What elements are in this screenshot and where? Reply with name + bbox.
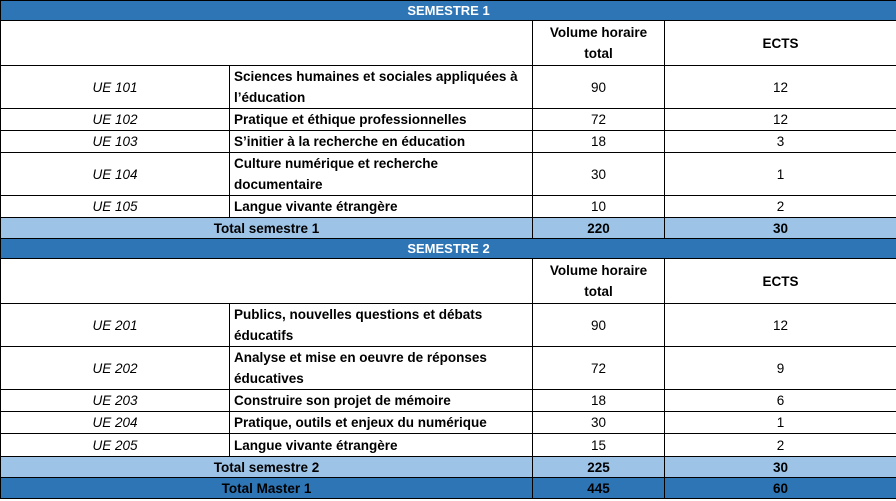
- master-total-row: [1, 478, 896, 499]
- ue-hours: 30: [533, 412, 665, 434]
- semester2-total-ects: 30: [665, 457, 896, 478]
- semester1-header-row: [1, 1, 896, 21]
- ue-title: Langue vivante étrangère: [230, 434, 533, 457]
- ue-code: UE 201: [1, 304, 230, 347]
- ue-code: UE 104: [1, 153, 230, 196]
- ue-hours: 18: [533, 390, 665, 412]
- semester2-header-row: [1, 239, 896, 259]
- ue-hours: 72: [533, 109, 665, 131]
- ue-ects: 2: [665, 434, 896, 457]
- table-row: [1, 66, 896, 109]
- semester2-ects-header: ECTS: [665, 259, 896, 304]
- ue-hours: 90: [533, 304, 665, 347]
- ue-hours: 30: [533, 153, 665, 196]
- ue-ects: 12: [665, 109, 896, 131]
- table-row: [1, 131, 896, 153]
- table-row: [1, 347, 896, 390]
- ue-title: Analyse et mise en oeuvre de réponses éducatives: [230, 347, 533, 390]
- ue-ects: 12: [665, 304, 896, 347]
- master-total-hours: 445: [533, 478, 665, 499]
- semester1-column-header-row: [1, 21, 896, 66]
- table-row: [1, 153, 896, 196]
- ue-ects: 6: [665, 390, 896, 412]
- semester1-total-row: [1, 218, 896, 239]
- semester2-blank-header: [1, 259, 533, 304]
- ue-title: Pratique et éthique professionnelles: [230, 109, 533, 131]
- semester2-total-hours: 225: [533, 457, 665, 478]
- ue-code: UE 103: [1, 131, 230, 153]
- ue-hours: 18: [533, 131, 665, 153]
- table-row: [1, 304, 896, 347]
- ue-title: Langue vivante étrangère: [230, 196, 533, 218]
- table-row: [1, 390, 896, 412]
- ue-ects: 12: [665, 66, 896, 109]
- semester2-total-row: [1, 457, 896, 478]
- master-total-ects: 60: [665, 478, 896, 499]
- semester2-column-header-row: [1, 259, 896, 304]
- ue-hours: 72: [533, 347, 665, 390]
- ue-code: UE 204: [1, 412, 230, 434]
- table-row: [1, 434, 896, 457]
- ue-title: Publics, nouvelles questions et débats éducatifs: [230, 304, 533, 347]
- semester1-total-hours: 220: [533, 218, 665, 239]
- semester1-total-label: Total semestre 1: [1, 218, 533, 239]
- ue-ects: 9: [665, 347, 896, 390]
- semester1-volume-header: Volume horaire total: [533, 21, 665, 66]
- ue-code: UE 203: [1, 390, 230, 412]
- ue-title: S’initier à la recherche en éducation: [230, 131, 533, 153]
- table-row: [1, 109, 896, 131]
- semester2-title: SEMESTRE 2: [1, 239, 896, 259]
- ue-code: UE 101: [1, 66, 230, 109]
- ue-code: UE 205: [1, 434, 230, 457]
- semester2-total-label: Total semestre 2: [1, 457, 533, 478]
- ue-title: Construire son projet de mémoire: [230, 390, 533, 412]
- semester1-total-ects: 30: [665, 218, 896, 239]
- semester1-title: SEMESTRE 1: [1, 1, 896, 21]
- semester2-volume-header: Volume horaire total: [533, 259, 665, 304]
- ue-ects: 2: [665, 196, 896, 218]
- semester1-blank-header: [1, 21, 533, 66]
- ue-hours: 15: [533, 434, 665, 457]
- ue-ects: 1: [665, 412, 896, 434]
- ue-ects: 1: [665, 153, 896, 196]
- table-row: [1, 196, 896, 218]
- ue-code: UE 105: [1, 196, 230, 218]
- master-total-label: Total Master 1: [1, 478, 533, 499]
- semester1-ects-header: ECTS: [665, 21, 896, 66]
- ue-code: UE 202: [1, 347, 230, 390]
- ue-title: Culture numérique et recherche documentaire: [230, 153, 533, 196]
- ue-title: Sciences humaines et sociales appliquées à l’éducation: [230, 66, 533, 109]
- ue-code: UE 102: [1, 109, 230, 131]
- ue-hours: 90: [533, 66, 665, 109]
- ue-hours: 10: [533, 196, 665, 218]
- ue-ects: 3: [665, 131, 896, 153]
- ue-title: Pratique, outils et enjeux du numérique: [230, 412, 533, 434]
- table-row: [1, 412, 896, 434]
